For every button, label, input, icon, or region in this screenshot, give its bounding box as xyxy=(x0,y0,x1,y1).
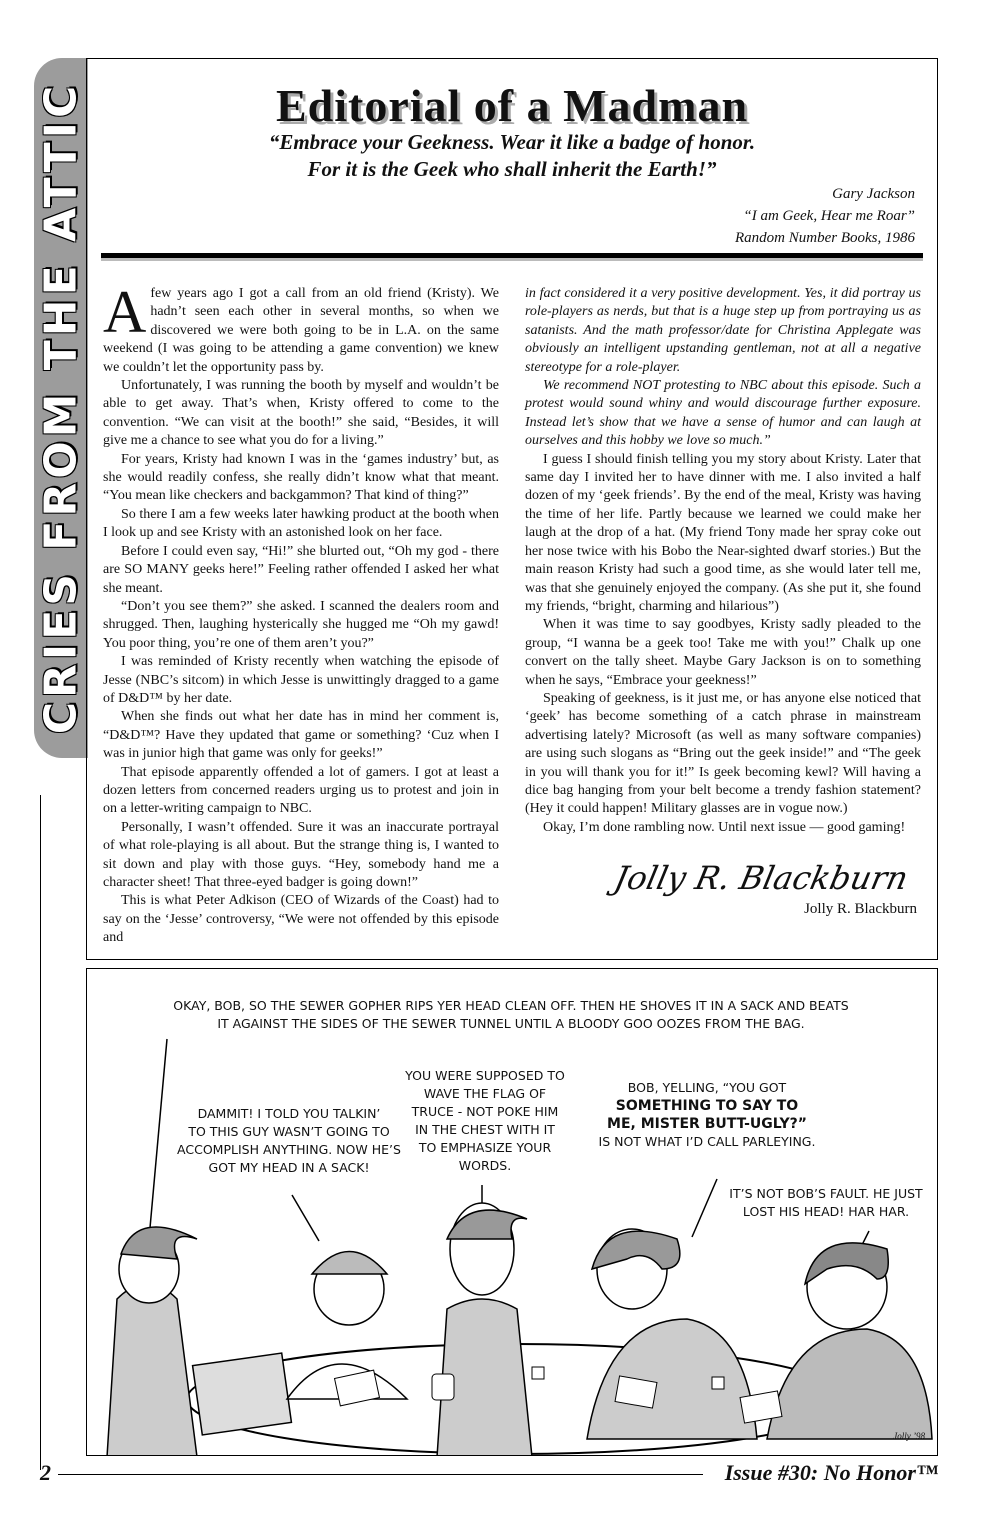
bubble-line: ACCOMPLISH ANYTHING. NOW HE’S xyxy=(177,1142,401,1157)
cartoon-caption xyxy=(101,997,921,1033)
bubble-line: YOU WERE SUPPOSED TO xyxy=(405,1068,565,1083)
pointer-line xyxy=(292,1195,319,1241)
caption-line-1: OKAY, BOB, SO THE SEWER GOPHER RIPS YER HEAD CLEAN OFF. THEN HE SHOVES IT IN A SACK AND BEATS xyxy=(173,998,849,1013)
paragraph: When it was time to say goodbyes, Kristy sadly pleaded to the group, “I wanna be a geek too! Take me with you!” Chalk up one convert on the tally sheet. Maybe Gary Jackson is on to something when he says, “Embrace your geekness!” xyxy=(525,617,921,688)
attribution-book: “I am Geek, Hear me Roar” xyxy=(743,208,915,224)
paragraph: For years, Kristy had known I was in the ‘games industry’ but, as she would readily confess, she really didn’t know what that meant. “You mean like checkers and backgammon? That kind of thing?” xyxy=(103,451,499,504)
page-number: 2 xyxy=(40,1460,51,1485)
signature-name: Jolly R. Blackburn xyxy=(804,901,917,917)
speech-bubble-4 xyxy=(717,1185,935,1221)
title-divider xyxy=(101,253,923,258)
bubble-line: TO EMPHASIZE YOUR xyxy=(418,1140,552,1155)
artist-tag: Jolly ’98 xyxy=(893,1431,925,1441)
attribution-author: Gary Jackson xyxy=(832,186,915,202)
bubble-line: SOMETHING TO SAY TO xyxy=(615,1098,799,1114)
attribution-publisher: Random Number Books, 1986 xyxy=(735,230,915,246)
paragraph: Speaking of geekness, is it just me, or has anyone else noticed that ‘geek’ has become something of a catch phrase in mainstream advertising lately? Microsoft (as well as many software companies) are using such slogans as “Bring out the geek inside!” and “The geek in you will thank you for it!” Is geek becoming kewl? Will having a dice bag hanging from your belt become a trendy fashion statement? (Hey it could happen! Military glasses are in vogue now.) xyxy=(525,690,921,817)
character-right xyxy=(767,1243,932,1439)
pointer-line xyxy=(149,1039,167,1239)
paragraph: I was reminded of Kristy recently when watching the episode of Jesse (NBC’s sitcom) in which Jesse is unwittingly dragged to a game of D&D™ by her date. xyxy=(103,654,499,706)
bubble-line: ME, MISTER BUTT-UGLY?” xyxy=(607,1116,807,1132)
paragraph: This is what Peter Adkison (CEO of Wizards of the Coast) had to say on the ‘Jesse’ controversy, “We were not offended by this episode and xyxy=(103,893,499,946)
paragraph: Okay, I’m done rambling now. Until next issue — good gaming! xyxy=(543,819,906,835)
bubble-line: WAVE THE FLAG OF xyxy=(423,1086,547,1101)
editorial-box xyxy=(86,58,938,960)
paragraph: I guess I should finish telling you my story about Kristy. Later that same day I invited her to have dinner with me. I also invited a half dozen of my ‘geek friends’. By the end of the meal, Kristy was having the time of her life. Partly because we learned we could make her laugh at the drop of a hat. (My friend Tony made her spray coke out her nose twice with his Bobo the Near-sighted dwarf stories.) But the main reason Kristy had such a good time, as she would later tell me, was that she genuinely enjoyed the company. (As she put it, she found my friends, “bright, charming and hilarious”) xyxy=(525,451,921,614)
section-banner-title: CRIES FROM THE ATTIC xyxy=(35,81,87,735)
issue-label: Issue #30: No Honor™ xyxy=(724,1460,938,1485)
bubble-line: DAMMIT! I TOLD YOU TALKIN’ xyxy=(197,1106,381,1121)
quote-line-2: For it is the Geek who shall inherit the Earth!” xyxy=(307,157,717,181)
bubble-line: IN THE CHEST WITH IT xyxy=(415,1122,555,1137)
paragraph: “Don’t you see them?” she asked. I scanned the dealers room and shrugged. Then, laughing hysterically she hugged me “Oh my gawd! You poor thing, you’re one of them aren’t you?” xyxy=(103,598,499,651)
bubble-line: GOT MY HEAD IN A SACK! xyxy=(208,1160,370,1175)
paragraph: We recommend NOT protesting to NBC about this episode. Such a protest would sound whiny and would discourage further exposure. Instead let’s show that we have a sense of humor and can laugh at ourselves and this hobby we love so much.” xyxy=(525,378,921,449)
die xyxy=(532,1367,544,1379)
character-center xyxy=(437,1203,532,1456)
bubble-line: LOST HIS HEAD! HAR HAR. xyxy=(742,1204,910,1219)
drink-glass xyxy=(432,1374,454,1400)
bubble-line: BOB, YELLING, “YOU GOT xyxy=(627,1080,787,1095)
speech-bubble-3 xyxy=(587,1079,827,1151)
text-column-right xyxy=(525,285,921,837)
character-gm xyxy=(107,1227,291,1456)
paragraph: When she finds out what her date has in mind her comment is, “D&D™? Have they updated that game or something? ‘Cuz when I was in junior high that game was only for geeks!” xyxy=(103,709,499,762)
bubble-line: TRUCE - NOT POKE HIM xyxy=(411,1104,559,1119)
paragraph: in fact considered it a very positive development. Yes, it did portray us role-players as nerds, but that is a huge step up from portraying us as satanists. And the math professor/date for Christina Applegate was obviously an intelligent upstanding gentleman, not at all a negative stereotype for a role-player. xyxy=(525,286,921,375)
epigraph-quote xyxy=(87,129,937,183)
text-column-left xyxy=(103,279,499,948)
bubble-line: IT’S NOT BOB’S FAULT. HE JUST xyxy=(729,1186,923,1201)
character-woman xyxy=(587,1229,757,1439)
paragraph: Before I could even say, “Hi!” she blurted out, “Oh my god - there are SO MANY geeks here!” Feeling rather offended I asked her what she meant. xyxy=(103,543,499,596)
caption-line-2: IT AGAINST THE SIDES OF THE SEWER TUNNEL UNTIL A BLOODY GOO OOZES FROM THE BAG. xyxy=(217,1016,805,1031)
drop-cap: A xyxy=(103,279,147,345)
left-rule xyxy=(40,795,41,1470)
cartoon-panel xyxy=(86,968,938,1456)
speech-bubble-1 xyxy=(169,1105,409,1177)
pointer-line xyxy=(692,1179,717,1237)
quote-line-1: “Embrace your Geekness. Wear it like a badge of honor. xyxy=(268,130,756,154)
die xyxy=(712,1377,724,1389)
paragraph: Afew years ago I got a call from an old friend (Kristy). We hadn’t seen each other in several months, so when we discovered we were both going to be in L.A. on the same weekend (I was going to be attending a game convention) we knew we couldn’t let the opportunity pass by. xyxy=(103,279,499,375)
speech-bubble-2 xyxy=(405,1067,565,1175)
bubble-line: IS NOT WHAT I’D CALL PARLEYING. xyxy=(598,1134,816,1149)
paragraph: So there I am a few weeks later hawking product at the booth when I look up and see Kristy with an astonished look on her face. xyxy=(103,506,499,541)
paragraph: Unfortunately, I was running the booth by myself and wouldn’t be able to get away. That’s when, Kristy offered to come to the convention. “We can visit at the booth!” she said, “Besides, it will give me a chance to see what you do for a living.” xyxy=(103,378,499,449)
section-banner xyxy=(34,58,88,758)
paragraph: That episode apparently offended a lot of gamers. I got at least a dozen letters from concerned readers urging us to protest and join in on a letter-writing campaign to NBC. xyxy=(103,764,499,817)
paragraph: Personally, I wasn’t offended. Sure it was an inaccurate portrayal of what role-playing is all about. But the strange thing is, I wanted to sit down and play with those guys. “Hey, somebody hand me a character sheet! That three-eyed badger is going down!” xyxy=(103,819,499,890)
page-title: Editorial of a Madman xyxy=(275,80,749,131)
quote-attribution xyxy=(735,183,915,249)
footer-rule xyxy=(58,1474,703,1475)
bubble-line: WORDS. xyxy=(458,1158,512,1173)
signature-script: Jolly R. Blackburn xyxy=(610,859,912,897)
bubble-line: TO THIS GUY WASN’T GOING TO xyxy=(188,1124,390,1139)
